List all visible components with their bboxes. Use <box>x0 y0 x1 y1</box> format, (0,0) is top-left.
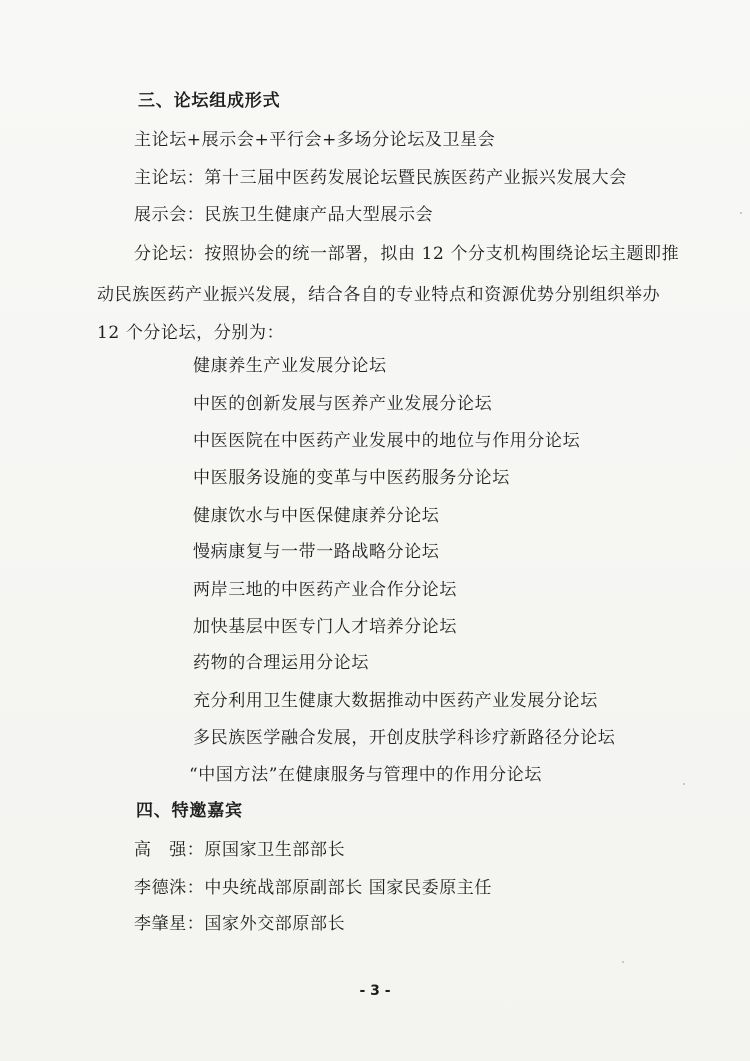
sub-forum-item: 加快基层中医专门人才培养分论坛 <box>193 617 457 637</box>
page-number: - 3 - <box>359 983 391 999</box>
paragraph-sub-forum-intro-end: 12 个分论坛，分别为： <box>97 323 285 343</box>
sub-forum-item: 中医的创新发展与医养产业发展分论坛 <box>193 394 493 414</box>
guest-entry: 李肇星：国家外交部原部长 <box>134 914 346 934</box>
sub-forum-item: 多民族医学融合发展，开创皮肤学科诊疗新路径分论坛 <box>193 728 616 748</box>
scan-speck <box>683 783 685 785</box>
sub-forum-item: 慢病康复与一带一路战略分论坛 <box>193 542 440 562</box>
sub-forum-item: 健康养生产业发展分论坛 <box>193 356 387 376</box>
paragraph-sub-forum-intro: 分论坛：按照协会的统一部署，拟由 12 个分支机构围绕论坛主题即推 <box>134 244 680 264</box>
sub-forum-item: 药物的合理运用分论坛 <box>193 653 369 673</box>
paragraph-sub-forum-intro-cont: 动民族医药产业振兴发展，结合各自的专业特点和资源优势分别组织举办 <box>97 285 661 305</box>
sub-forum-item: 健康饮水与中医保健康养分论坛 <box>193 506 440 526</box>
section-heading-special-guests: 四、特邀嘉宾 <box>136 801 243 821</box>
sub-forum-item: “中国方法”在健康服务与管理中的作用分论坛 <box>189 765 542 785</box>
paragraph-exhibition: 展示会：民族卫生健康产品大型展示会 <box>134 205 434 225</box>
sub-forum-item: 两岸三地的中医药产业合作分论坛 <box>193 580 457 600</box>
sub-forum-item: 充分利用卫生健康大数据推动中医药产业发展分论坛 <box>193 691 598 711</box>
paragraph-main-forum: 主论坛：第十三届中医药发展论坛暨民族医药产业振兴发展大会 <box>134 168 627 188</box>
scan-speck <box>622 961 624 963</box>
guest-entry: 高 强：原国家卫生部部长 <box>134 840 346 860</box>
guest-entry: 李德洙：中央统战部原副部长 国家民委原主任 <box>134 878 493 898</box>
scan-speck <box>740 212 742 214</box>
sub-forum-item: 中医医院在中医药产业发展中的地位与作用分论坛 <box>193 431 581 451</box>
paragraph-forum-composition: 主论坛+展示会+平行会+多场分论坛及卫星会 <box>134 130 496 150</box>
sub-forum-item: 中医服务设施的变革与中医药服务分论坛 <box>193 468 510 488</box>
section-heading-forum-format: 三、论坛组成形式 <box>138 91 281 111</box>
